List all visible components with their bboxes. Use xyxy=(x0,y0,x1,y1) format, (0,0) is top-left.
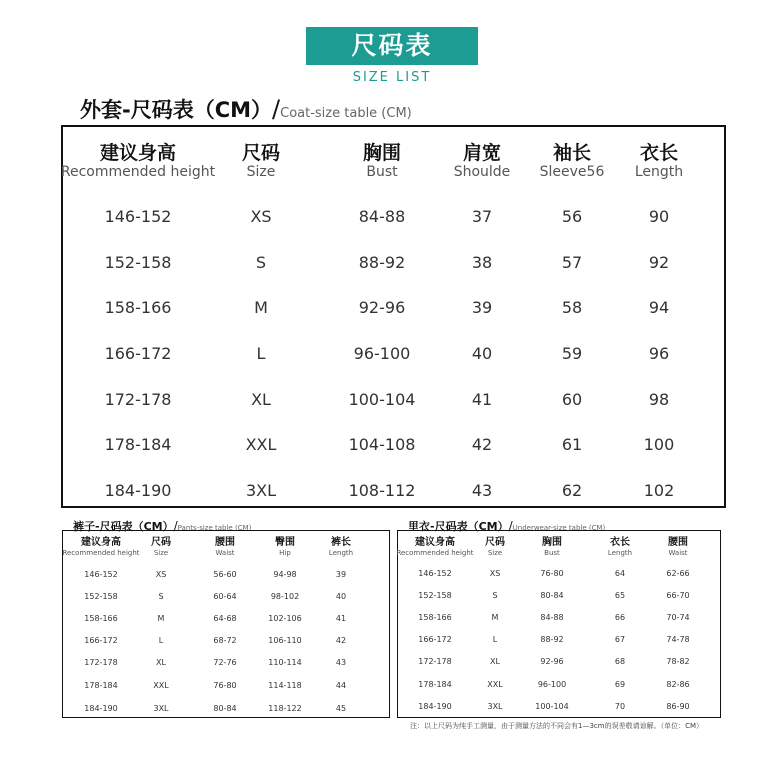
underwear-cell: 78-82 xyxy=(666,657,690,666)
underwear-cell: 3XL xyxy=(487,702,503,711)
pants-cell: 94-98 xyxy=(273,570,297,579)
coat-header-zh: 尺码 xyxy=(241,142,281,164)
underwear-title-slash: / xyxy=(508,519,513,533)
underwear-cell: 70-74 xyxy=(666,613,690,622)
pants-header-en: Size xyxy=(153,549,169,557)
pants-header-1 xyxy=(151,537,171,558)
underwear-cell: 100-104 xyxy=(535,702,569,711)
underwear-cell: 68 xyxy=(614,657,626,666)
coat-header-en: Recommended height xyxy=(60,164,216,180)
coat-header-3 xyxy=(454,142,511,180)
coat-header-0 xyxy=(61,142,215,180)
pants-cell: 158-166 xyxy=(84,614,118,623)
coat-header-zh: 袖长 xyxy=(552,142,591,164)
coat-header-1 xyxy=(242,142,280,180)
pants-header-zh: 裤长 xyxy=(331,537,351,548)
pants-header-en: Hip xyxy=(279,549,291,557)
pants-cell: 43 xyxy=(335,658,347,667)
pants-title-slash: / xyxy=(173,519,178,533)
coat-cell: 41 xyxy=(471,390,493,409)
coat-cell: 42 xyxy=(471,435,493,454)
coat-cell: 3XL xyxy=(245,481,277,500)
pants-cell: 40 xyxy=(335,592,347,601)
pants-header-en: Length xyxy=(328,549,354,557)
underwear-cell: 166-172 xyxy=(418,635,452,644)
coat-cell: 108-112 xyxy=(348,481,416,500)
underwear-header-zh: 尺码 xyxy=(485,537,505,548)
underwear-cell: 184-190 xyxy=(418,702,452,711)
underwear-cell: 80-84 xyxy=(540,591,564,600)
underwear-cell: 178-184 xyxy=(418,680,452,689)
underwear-cell: 96-100 xyxy=(537,680,567,689)
coat-cell: 43 xyxy=(471,481,493,500)
pants-header-zh: 建议身高 xyxy=(80,537,121,548)
coat-header-zh: 建议身高 xyxy=(99,142,177,164)
pants-header-zh: 尺码 xyxy=(151,537,171,548)
pants-cell: 172-178 xyxy=(84,658,118,667)
underwear-header-en: Recommended height xyxy=(396,549,474,557)
pants-cell: 42 xyxy=(335,636,347,645)
coat-cell: 98 xyxy=(648,390,670,409)
coat-header-4 xyxy=(540,142,605,180)
pants-cell: 146-152 xyxy=(84,570,118,579)
coat-cell: 90 xyxy=(648,207,670,226)
underwear-header-en: Bust xyxy=(544,549,560,557)
underwear-cell: XXL xyxy=(487,680,503,689)
pants-header-en: Waist xyxy=(215,549,235,557)
pants-cell: 80-84 xyxy=(213,704,237,713)
coat-header-zh: 肩宽 xyxy=(462,142,501,164)
underwear-cell: 146-152 xyxy=(418,569,452,578)
coat-cell: 61 xyxy=(561,435,583,454)
coat-header-en: Size xyxy=(246,164,276,180)
coat-title-zh: 外套-尺码表（CM） xyxy=(80,98,273,122)
pants-cell: M xyxy=(157,614,165,623)
pants-cell: XL xyxy=(156,658,166,667)
coat-cell: 102 xyxy=(643,481,675,500)
underwear-header-1 xyxy=(485,537,505,558)
coat-header-5 xyxy=(635,142,683,180)
pants-cell: XXL xyxy=(153,681,169,690)
pants-cell: XS xyxy=(155,570,167,579)
pants-cell: S xyxy=(158,592,164,601)
coat-header-en: Bust xyxy=(366,164,398,180)
underwear-cell: 172-178 xyxy=(418,657,452,666)
coat-cell: 100 xyxy=(643,435,675,454)
underwear-header-0 xyxy=(396,537,473,558)
coat-cell: L xyxy=(256,344,266,363)
coat-title-en: Coat-size table (CM) xyxy=(280,106,412,121)
pants-header-zh: 臀围 xyxy=(275,537,295,548)
pants-cell: 41 xyxy=(335,614,347,623)
coat-cell: XS xyxy=(250,207,272,226)
underwear-title-en: Underwear-size table (CM) xyxy=(512,524,606,532)
coat-cell: S xyxy=(255,253,267,272)
coat-header-zh: 衣长 xyxy=(639,142,679,164)
pants-cell: 98-102 xyxy=(270,592,300,601)
coat-cell: 38 xyxy=(471,253,493,272)
pants-header-2 xyxy=(215,537,235,558)
coat-cell: 178-184 xyxy=(104,435,172,454)
size-list-banner: 尺码表 xyxy=(306,27,478,65)
coat-table-title xyxy=(80,94,412,124)
pants-title-zh: 裤子-尺码表（CM） xyxy=(73,520,174,533)
coat-cell: M xyxy=(254,298,268,317)
underwear-cell: S xyxy=(492,591,498,600)
pants-cell: 60-64 xyxy=(213,592,237,601)
underwear-header-2 xyxy=(542,537,562,558)
underwear-header-zh: 胸围 xyxy=(542,537,562,548)
pants-header-en: Recommended height xyxy=(62,549,140,557)
underwear-cell: 70 xyxy=(614,702,626,711)
coat-cell: 96 xyxy=(648,344,670,363)
pants-cell: 118-122 xyxy=(268,704,302,713)
underwear-cell: XL xyxy=(490,657,500,666)
underwear-cell: 92-96 xyxy=(540,657,564,666)
underwear-size-table xyxy=(397,530,721,718)
underwear-cell: 84-88 xyxy=(540,613,564,622)
coat-cell: 37 xyxy=(471,207,493,226)
pants-cell: 45 xyxy=(335,704,347,713)
underwear-cell: 65 xyxy=(614,591,626,600)
coat-header-zh: 胸围 xyxy=(362,142,402,164)
pants-header-zh: 腰围 xyxy=(215,537,235,548)
pants-cell: 68-72 xyxy=(213,636,237,645)
underwear-cell: 62-66 xyxy=(666,569,690,578)
pants-cell: 3XL xyxy=(153,704,169,713)
pants-cell: 152-158 xyxy=(84,592,118,601)
coat-title-slash: / xyxy=(272,95,281,123)
coat-cell: 88-92 xyxy=(358,253,406,272)
underwear-cell: 86-90 xyxy=(666,702,690,711)
underwear-header-en: Size xyxy=(487,549,503,557)
coat-cell: 56 xyxy=(561,207,583,226)
coat-cell: 62 xyxy=(561,481,583,500)
pants-cell: 44 xyxy=(335,681,347,690)
pants-cell: 102-106 xyxy=(268,614,302,623)
coat-cell: XL xyxy=(251,390,271,409)
coat-cell: XXL xyxy=(245,435,277,454)
underwear-cell: 66 xyxy=(614,613,626,622)
underwear-cell: 158-166 xyxy=(418,613,452,622)
underwear-cell: 74-78 xyxy=(666,635,690,644)
underwear-header-zh: 腰围 xyxy=(668,537,688,548)
coat-cell: 166-172 xyxy=(104,344,172,363)
pants-cell: 178-184 xyxy=(84,681,118,690)
pants-cell: 64-68 xyxy=(213,614,237,623)
measurement-note: 注：以上尺码为纯手工测量，由于测量方法的不同会有1—3cm的误差敬请谅解。（单位：CM） xyxy=(410,722,704,730)
underwear-header-en: Length xyxy=(607,549,633,557)
coat-cell: 92 xyxy=(648,253,670,272)
underwear-cell: 82-86 xyxy=(666,680,690,689)
coat-cell: 184-190 xyxy=(104,481,172,500)
underwear-cell: 152-158 xyxy=(418,591,452,600)
pants-cell: 39 xyxy=(335,570,347,579)
underwear-cell: 67 xyxy=(614,635,626,644)
coat-cell: 59 xyxy=(561,344,583,363)
pants-cell: L xyxy=(158,636,164,645)
underwear-cell: 64 xyxy=(614,569,626,578)
underwear-cell: 69 xyxy=(614,680,626,689)
pants-cell: 72-76 xyxy=(213,658,237,667)
pants-cell: 56-60 xyxy=(213,570,237,579)
coat-cell: 39 xyxy=(471,298,493,317)
pants-cell: 76-80 xyxy=(213,681,237,690)
coat-cell: 57 xyxy=(561,253,583,272)
underwear-header-zh: 建议身高 xyxy=(414,537,455,548)
underwear-cell: 88-92 xyxy=(540,635,564,644)
underwear-cell: 66-70 xyxy=(666,591,690,600)
underwear-cell: M xyxy=(491,613,499,622)
pants-cell: 184-190 xyxy=(84,704,118,713)
pants-header-0 xyxy=(62,537,139,558)
coat-cell: 92-96 xyxy=(358,298,406,317)
pants-cell: 106-110 xyxy=(268,636,302,645)
coat-cell: 104-108 xyxy=(348,435,416,454)
underwear-cell: L xyxy=(492,635,498,644)
coat-cell: 158-166 xyxy=(104,298,172,317)
pants-cell: 166-172 xyxy=(84,636,118,645)
coat-cell: 58 xyxy=(561,298,583,317)
underwear-header-3 xyxy=(608,537,632,558)
pants-title-en: Pants-size table (CM) xyxy=(177,524,252,532)
underwear-header-en: Waist xyxy=(668,549,688,557)
size-list-subtitle: SIZE LIST xyxy=(352,70,432,85)
coat-header-en: Sleeve56 xyxy=(539,164,605,180)
pants-cell: 110-114 xyxy=(268,658,302,667)
coat-cell: 60 xyxy=(561,390,583,409)
coat-cell: 172-178 xyxy=(104,390,172,409)
coat-header-en: Shoulde xyxy=(453,164,511,180)
underwear-header-zh: 衣长 xyxy=(610,537,630,548)
pants-cell: 114-118 xyxy=(268,681,302,690)
underwear-cell: XS xyxy=(489,569,501,578)
coat-cell: 146-152 xyxy=(104,207,172,226)
coat-cell: 94 xyxy=(648,298,670,317)
underwear-cell: 76-80 xyxy=(540,569,564,578)
coat-header-2 xyxy=(363,142,401,180)
pants-header-3 xyxy=(275,537,295,558)
pants-header-4 xyxy=(329,537,353,558)
coat-cell: 84-88 xyxy=(358,207,406,226)
coat-cell: 100-104 xyxy=(348,390,416,409)
coat-header-en: Length xyxy=(634,164,684,180)
coat-cell: 152-158 xyxy=(104,253,172,272)
coat-cell: 40 xyxy=(471,344,493,363)
underwear-header-4 xyxy=(668,537,688,558)
coat-cell: 96-100 xyxy=(353,344,411,363)
underwear-title-zh: 里衣-尺码表（CM） xyxy=(408,520,509,533)
